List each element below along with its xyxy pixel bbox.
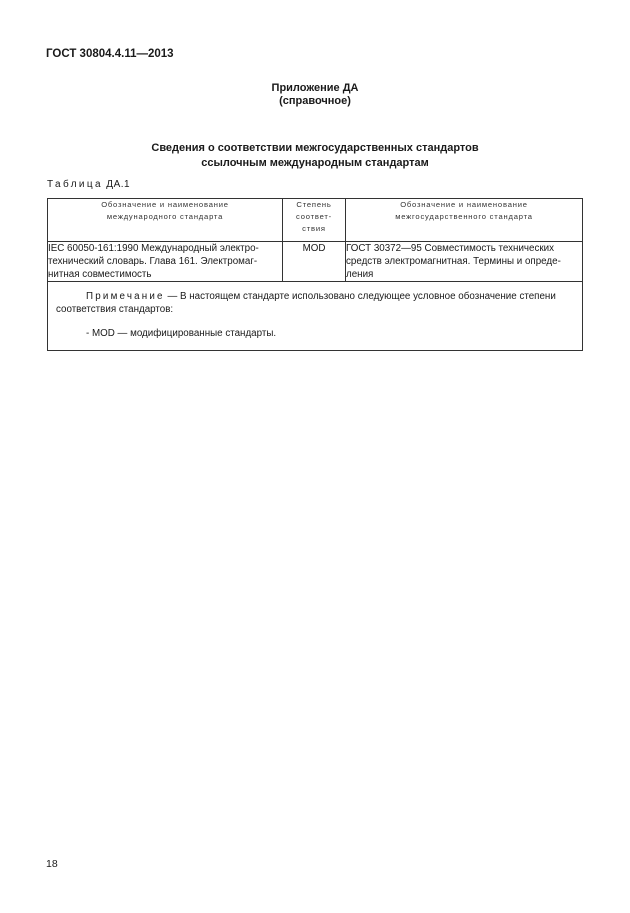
table-caption-id: ДА.1 [106, 179, 131, 190]
annex-title [0, 82, 630, 108]
section-title-line1: Сведения о соответствии межгосударственных стандартов [151, 142, 479, 154]
table-row [48, 242, 583, 282]
annex-type: (справочное) [279, 95, 351, 107]
note-item: - MOD — модифицированные стандарты. [86, 328, 277, 339]
note-label: Примечание [86, 291, 165, 302]
table-note [48, 282, 583, 351]
table-caption [47, 179, 130, 190]
correspondence-table [47, 198, 583, 351]
document-header: ГОСТ 30804.4.11—2013 [46, 48, 174, 60]
table-note-row [48, 282, 583, 351]
annex-label: Приложение ДА [271, 82, 359, 94]
page-number: 18 [46, 858, 58, 870]
cell-international-standard: IEC 60050-161:1990 Международный электро- технический словарь. Глава 161. Электромаг- нитная совместимость [48, 242, 283, 282]
column-header-interstate: Обозначение и наименование межгосударственного стандарта [346, 199, 583, 242]
cell-interstate-standard: ГОСТ 30372—95 Совместимость технических средств электромагнитная. Термины и опреде- ления [346, 242, 583, 282]
note-text: — В настоящем стандарте использовано следующее условное обозначение степени [164, 291, 556, 302]
cell-degree: MOD [283, 242, 346, 282]
note-text-continued: соответствия стандартов: [56, 304, 174, 315]
section-title-line2: ссылочным международным стандартам [201, 157, 429, 169]
table-header-row [48, 199, 583, 242]
column-header-degree: Степень соответ- ствия [283, 199, 346, 242]
section-title [0, 141, 630, 171]
column-header-international: Обозначение и наименование международного стандарта [48, 199, 283, 242]
table-caption-word: Таблица [47, 179, 104, 190]
